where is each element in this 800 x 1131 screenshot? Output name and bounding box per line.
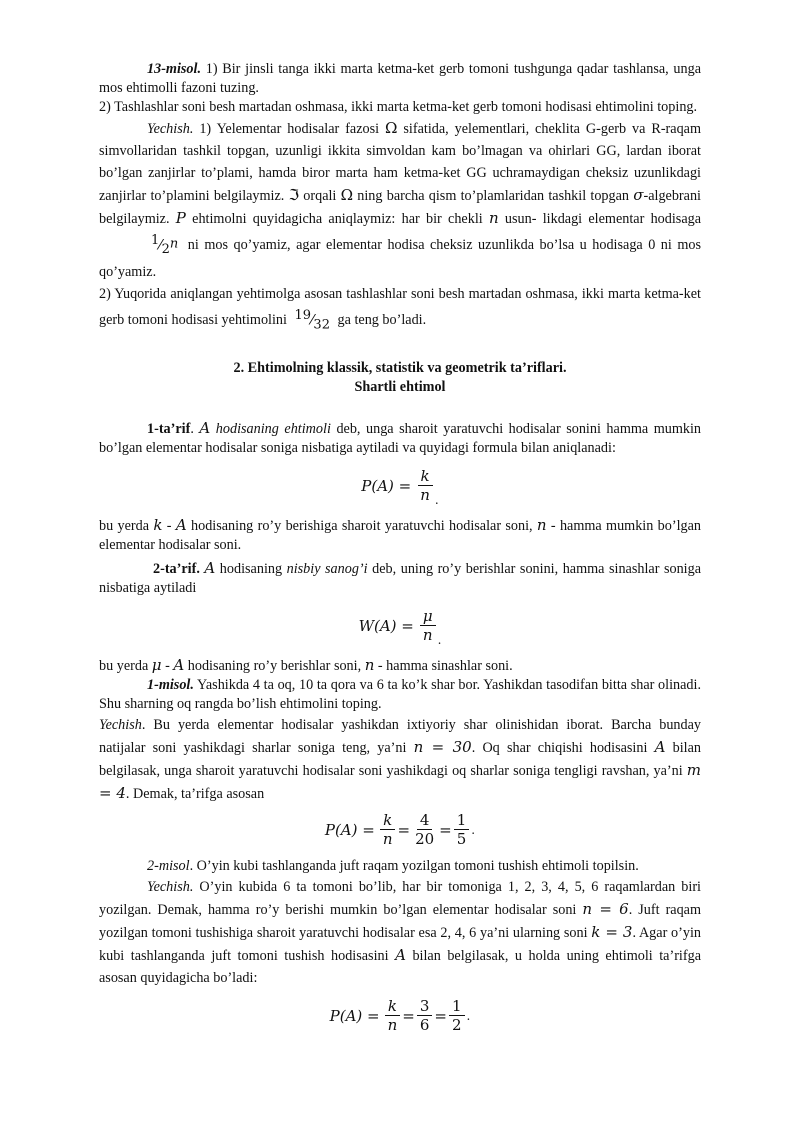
definition-1-label: 1-ta’rif: [147, 420, 191, 437]
formula-4-frac-3: [449, 998, 465, 1035]
formula-1-num: k: [418, 468, 433, 486]
formula-3-frac-1: [380, 812, 396, 849]
a-symbol-3: A: [204, 558, 216, 577]
example-1-text: Yashikda 4 ta oq, 10 ta qora va 6 ta ko’k shar bor. Yashikdan tasodifan bitta shar olinadi. Shu sharning oq rangda bo’lish ehtimolini toping.: [99, 676, 701, 712]
formula-4-frac-2: [417, 998, 433, 1035]
a-symbol-6: A: [395, 945, 406, 964]
formula-4-frac-1: [385, 998, 401, 1035]
after-formula-2: [99, 656, 701, 676]
after2-dash: -: [161, 657, 174, 674]
formula-4-eq-2: =: [434, 1007, 447, 1026]
definition-1-term: hodisaning ehtimoli: [210, 420, 331, 437]
a-symbol: A: [199, 418, 211, 437]
solution-1-text-4: . Demak, ta’rifga asosan: [125, 785, 265, 802]
a-symbol-4: A: [173, 655, 185, 674]
frac-exp: n: [169, 237, 179, 253]
formula-3-eq-1: =: [397, 821, 411, 840]
formula-3-frac-1-den: n: [382, 829, 393, 848]
formula-3-frac-3-num: 1: [454, 812, 470, 830]
solution-13-label: Yechish.: [147, 121, 194, 137]
example-13-part1: [99, 60, 701, 98]
p-symbol: P: [175, 209, 186, 227]
definition-2-term: nisbiy sanog’i: [286, 560, 368, 577]
m-equals-4: m = 4: [99, 760, 701, 802]
mu-symbol: μ: [151, 655, 162, 674]
a-symbol-5: A: [654, 737, 666, 756]
solution-13-text-8: ni mos qo’yamiz, agar elementar hodisa cheksiz uzunlikda bo’lsa u hodisaga 0 ni mos qo’yamiz.: [99, 237, 701, 281]
example-1-label: 1-misol.: [147, 676, 194, 693]
after-formula-1: [99, 516, 701, 555]
after2-text-2: hodisaning ro’y berishlar soni,: [184, 657, 365, 674]
example-2: [99, 857, 701, 876]
n-symbol-2: n: [536, 515, 547, 534]
n-equals-30: n = 30: [413, 737, 472, 756]
formula-3-frac-2: [412, 812, 437, 849]
example-2-text: . O’yin kubi tashlanganda juft raqam yozilgan tomoni tushish ehtimoli topilsin.: [189, 857, 639, 874]
fraktur-symbol: ℑ: [288, 186, 300, 204]
formula-2-lhs: W(A) =: [358, 617, 414, 636]
formula-4-frac-1-den: n: [387, 1015, 398, 1034]
section-heading-line1: 2. Ehtimolning klassik, statistik va geometrik ta’riflari.: [233, 359, 567, 376]
solution-1-text-3: bilan belgilasak, unga sharoit yaratuvchi hodisalar soni yashikdagi oq sharlar soniga tengligi ravshan, ya’ni: [99, 739, 701, 779]
formula-2-fraction: [420, 608, 436, 645]
formula-4-end: .: [466, 1009, 471, 1024]
after1-dash: -: [162, 517, 176, 534]
solution-2-text-3: . Agar o’yin kubi tashlanganda juft tomoni tushish hodisasini: [99, 924, 701, 964]
formula-3-end: .: [471, 823, 476, 838]
solution-1-label: Yechish: [99, 716, 142, 733]
omega-symbol-2: Ω: [340, 186, 354, 204]
solution-13-text-1: 1) Yelementar hodisalar fazosi: [193, 121, 386, 137]
formula-2-den: n: [422, 625, 433, 644]
formula-1-lhs: P(A) =: [361, 477, 412, 496]
after1-text-2: hodisaning ro’y berishiga sharoit yaratuvchi hodisalar soni,: [186, 517, 537, 534]
formula-3-frac-1-num: k: [380, 812, 395, 830]
omega-symbol: Ω: [385, 119, 398, 137]
frac2-den: 32: [313, 317, 330, 333]
solution-1-text-1: . Bu yerda elementar hodisalar yashikdan ixtiyoriy shar olinishidan iborat. Barcha bunday natijalar soni yashikdagi sharlar soniga teng, ya’ni: [99, 716, 701, 756]
example-13-text: 1) Bir jinsli tanga ikki marta ketma-ket gerb tomoni tushgunga qadar tashlansa, unga mos ehtimolli fazoni tuzing.: [99, 61, 701, 96]
formula-4-frac-3-num: 1: [449, 998, 465, 1016]
solution-13-text-6: ehtimolni quyidagicha aniqlaymiz: har bir chekli: [185, 211, 489, 227]
formula-3-frac-2-num: 4: [417, 812, 433, 830]
after2-text-1: bu yerda: [99, 657, 152, 674]
solution-13-text-3: orqali: [299, 188, 341, 204]
solution-13-part1: [99, 117, 701, 283]
solution-2-text-2: . Juft raqam yozilgan tomoni tushishiga sharoit yaratuvchi hodisalar esa 2, 4, 6 ya’ni ularning soni: [99, 901, 702, 941]
after2-text-3: - hamma sinashlar soni.: [374, 657, 513, 674]
definition-2-text-2: deb, uning ro’y berishlar sonini, hamma sinashlar soniga nisbatiga aytiladi: [99, 560, 702, 596]
solution-13-text-7: usun- likdagi elementar hodisaga: [498, 211, 702, 227]
solution-2-text-4: bilan belgilasak, u holda uning ehtimoli ta’rifga asosan quyidagicha bo’ladi:: [99, 947, 701, 986]
frac-den: 2: [161, 242, 170, 258]
formula-2-num: μ: [420, 608, 436, 626]
solution-2-label: Yechish.: [147, 878, 194, 895]
definition-2-label: 2-ta’rif.: [153, 560, 200, 577]
section-heading-line2: Shartli ehtimol: [354, 378, 446, 395]
solution-13-part2-end: ga teng bo’ladi.: [333, 312, 427, 329]
solution-2-text-1: O’yin kubida 6 ta tomoni bo’lib, har bir tomoniga 1, 2, 3, 4, 5, 6 raqamlardan biri yozilgan. Demak, hamma ro’y berishi mumkin bo’lgan elementar hodisalar soni: [99, 878, 701, 918]
formula-3-frac-3-den: 5: [456, 829, 467, 848]
k-equals-3: k = 3: [591, 922, 633, 941]
k-symbol: k: [153, 515, 163, 534]
solution-13-part2-text: 2) Yuqorida aniqlangan yehtimolga asosan tashlashlar soni besh martadan oshmasa, ikki marta ketma-ket gerb tomoni hodisasi yehtimolini: [99, 286, 701, 329]
formula-example-2: [99, 995, 701, 1039]
formula-1-den: n: [420, 485, 430, 504]
formula-4-frac-3-den: 2: [451, 1015, 462, 1034]
after1-text-3: - hamma mumkin bo’lgan elementar hodisalar soni.: [99, 517, 701, 553]
formula-4-frac-2-den: 6: [419, 1015, 430, 1034]
formula-3-lhs: P(A) =: [324, 821, 375, 840]
definition-2-text-1: hodisaning: [215, 560, 287, 577]
formula-classical: P(A) = $\frac{k}{n}$ .: [361, 467, 439, 507]
formula-4-lhs: P(A) =: [329, 1007, 380, 1026]
solution-2: [99, 876, 701, 989]
formula-3-eq-2: =: [439, 821, 452, 840]
solution-13-text-5: -algebrani belgilaymiz.: [99, 188, 701, 227]
solution-13-part2: [99, 283, 701, 336]
example-1: [99, 676, 701, 714]
definition-1: 1-ta’rif. A hodisaning ehtimoli deb, unga sharoit yaratuvchi hodisalar sonini hamma mumkin bo’lgan elementar hodisalar soniga nisbatiga aytiladi va quyidagi formula bilan aniqlanadi:: [99, 418, 702, 456]
frac-num: 1: [151, 233, 160, 248]
formula-1-fraction: [417, 468, 433, 505]
formula-4-frac-2-num: 3: [417, 998, 433, 1016]
example-13-part2: 2) Tashlashlar soni besh martadan oshmasa, ikki marta ketma-ket gerb tomoni hodisasi ehtimolini toping.: [99, 99, 698, 115]
example-2-label: 2-misol: [147, 857, 190, 874]
nineteen-over-thirtytwo: $^{19}⁄_{32}$: [294, 308, 330, 333]
solution-13-text-2: sifatida, yelementlari, cheklita G-gerb va R-raqam simvollaridan tashkil topgan, uzunligi ikkita simvoldan kam bo’lmagan va ohirlari GG, lardan iborat bo’lgan zanjirlar to’plami, hamda biror marta ham ketma-ket GG uchramaydigan cheksiz uzunlikdagi zanjirlar to’plamini belgilaymiz.: [99, 121, 701, 204]
example-13-label: 13-misol.: [147, 61, 201, 77]
document-page: [99, 60, 701, 1045]
frac2-num: 19: [294, 308, 312, 324]
definition-1-text: deb, unga sharoit yaratuvchi hodisalar sonini hamma mumkin bo’lgan elementar hodisalar soniga nisbatiga aytiladi va quyidagi formula bilan aniqlanadi:: [99, 420, 702, 456]
n-symbol: n: [488, 209, 499, 227]
after1-text-1: bu yerda: [99, 517, 154, 534]
n-symbol-3: n: [364, 655, 375, 674]
formula-relative-frequency: W(A) = $\frac{\mu}{n}$ .: [358, 607, 442, 647]
definition-2: [99, 559, 701, 598]
formula-4-frac-1-num: k: [385, 998, 400, 1016]
one-over-two-pow-n: $^1⁄_{2^n}$: [151, 233, 179, 258]
formula-3-frac-2-den: 20: [415, 829, 435, 848]
sigma-symbol: σ: [633, 186, 644, 204]
formula-example-1: [99, 811, 701, 851]
solution-1-text-2: . Oq shar chiqishi hodisasini: [471, 739, 655, 756]
solution-13-text-4: ning barcha qism to’plamlaridan tashkil topgan: [353, 188, 634, 204]
formula-4-eq-1: =: [402, 1007, 415, 1026]
n-equals-6: n = 6: [582, 899, 629, 918]
solution-1: [99, 714, 701, 805]
a-symbol-2: A: [175, 515, 187, 534]
formula-3-frac-3: [454, 812, 470, 849]
